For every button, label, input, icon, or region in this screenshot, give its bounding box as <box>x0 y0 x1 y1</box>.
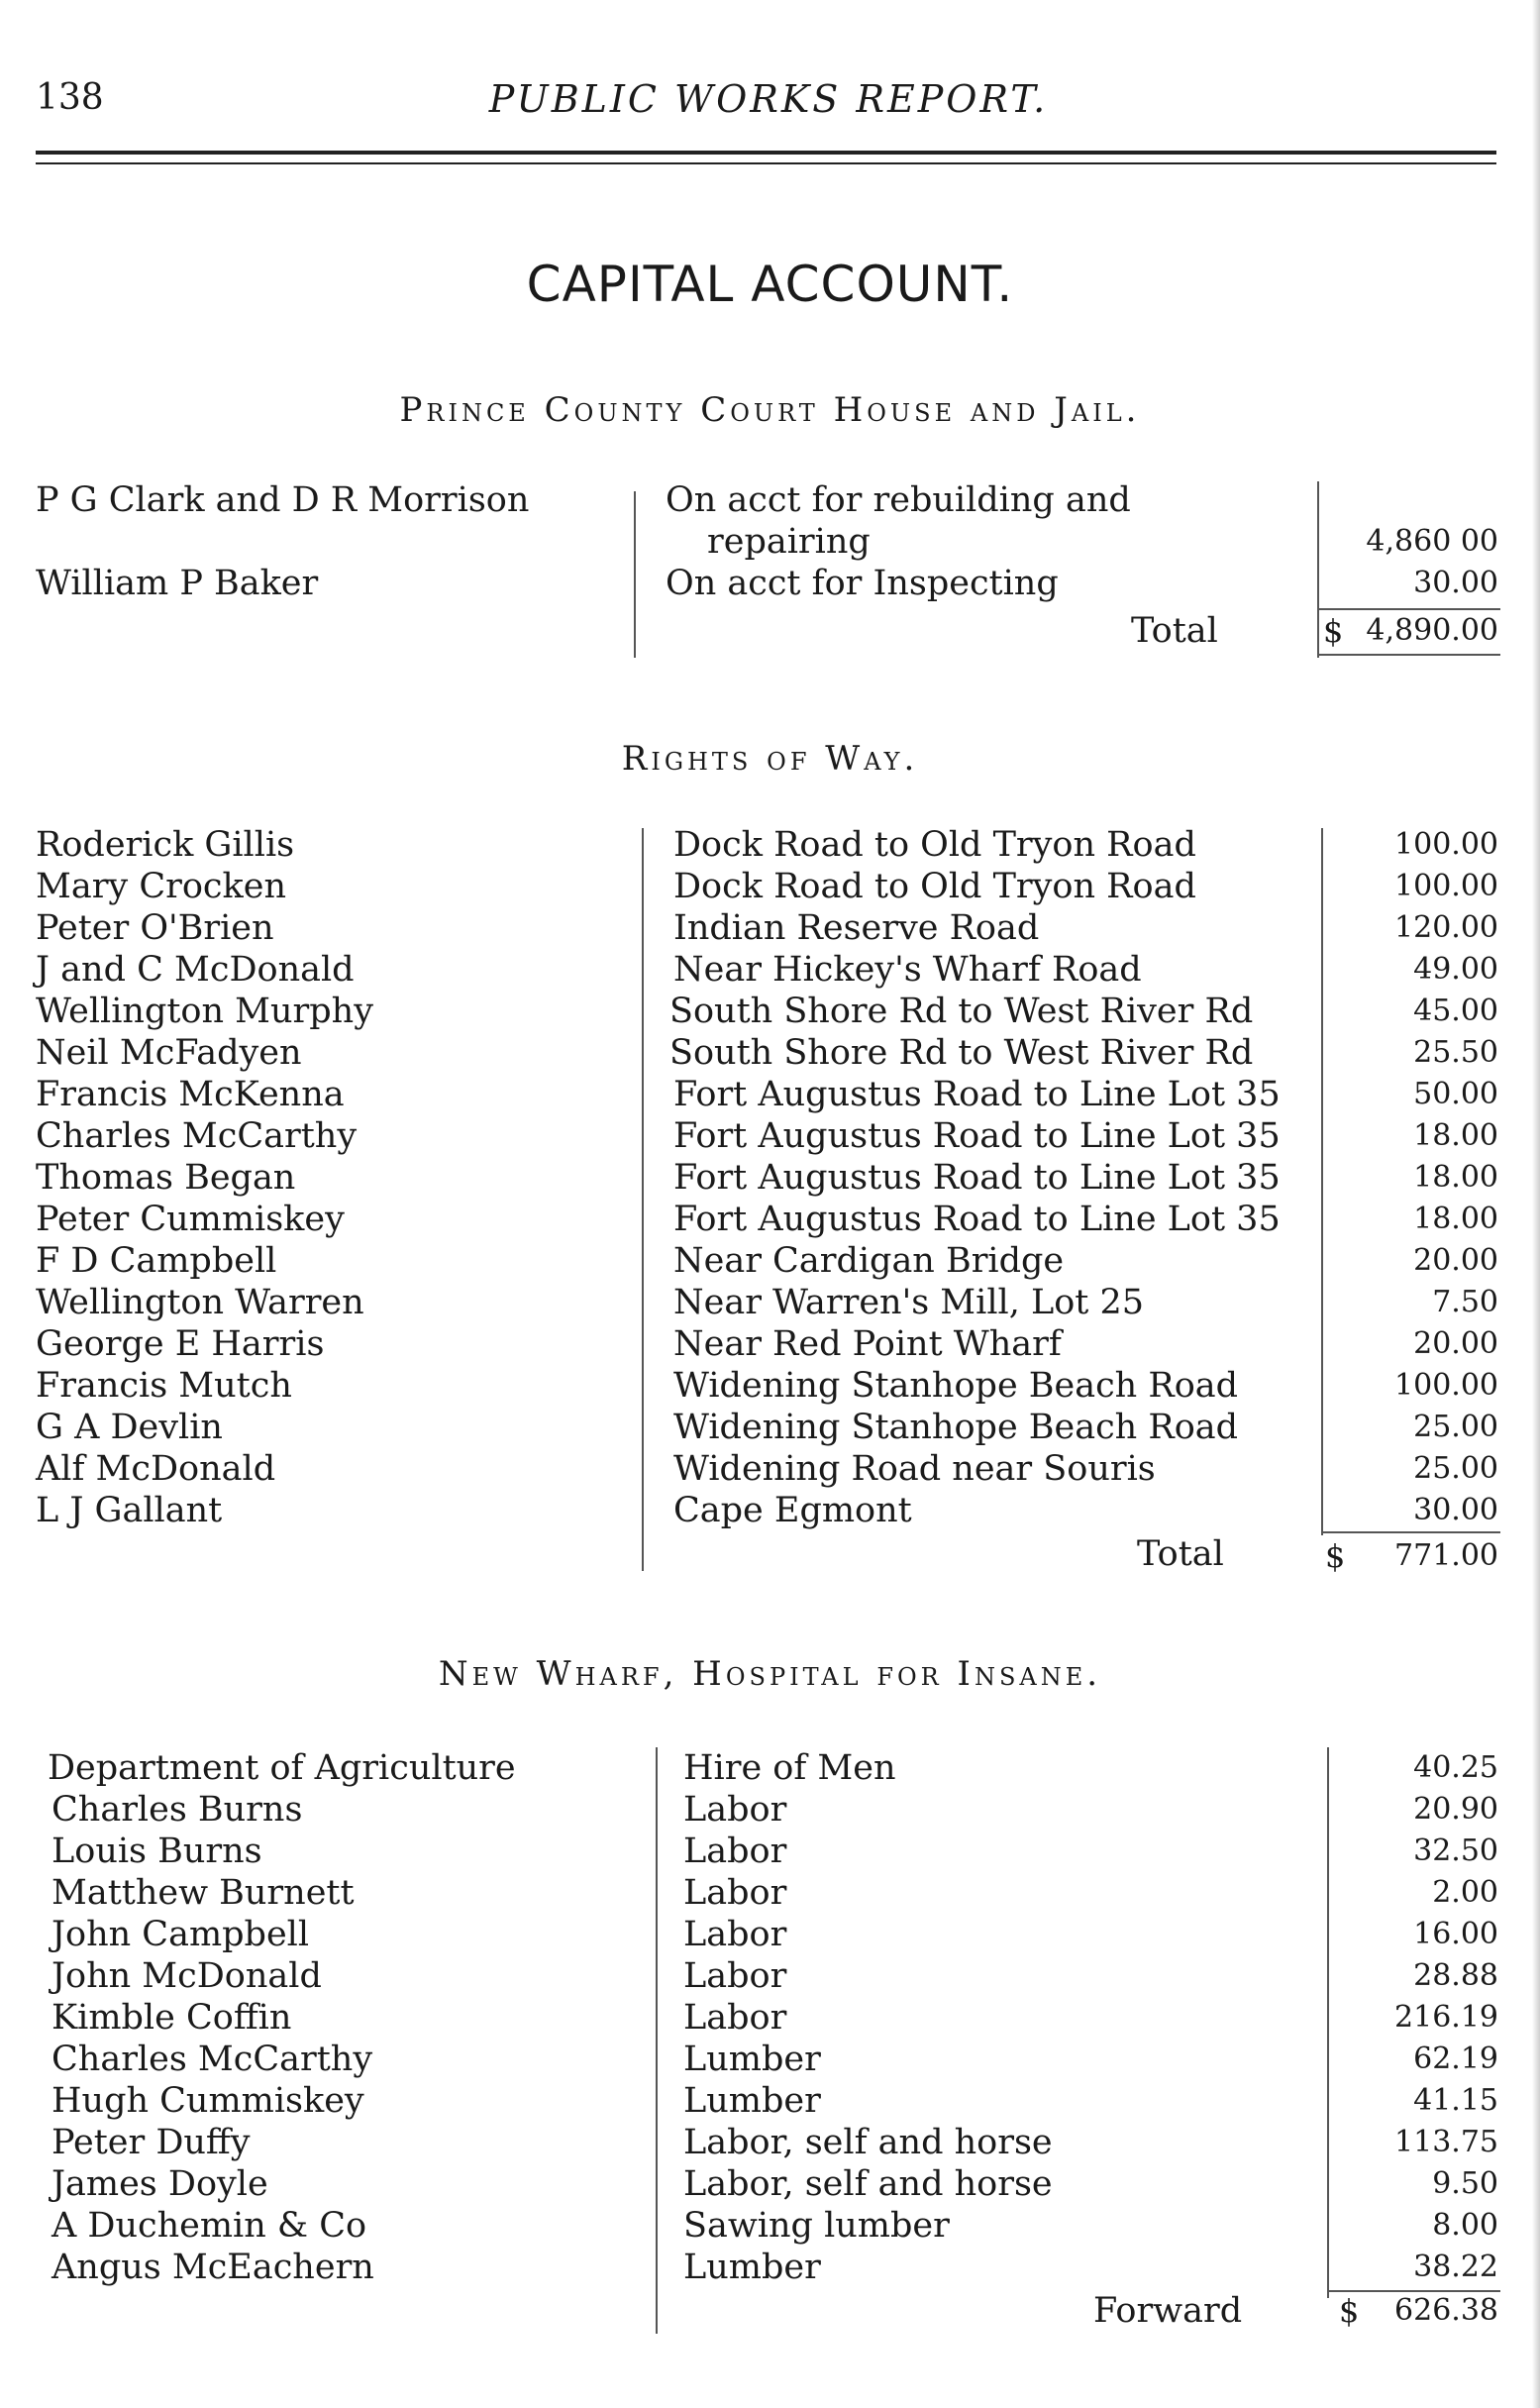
payment-amount: 25.00 <box>1413 1451 1498 1486</box>
total-rule <box>1321 1531 1500 1533</box>
table-row <box>0 1240 1540 1282</box>
table-row <box>0 2122 1540 2163</box>
payee-name: Charles Burns <box>51 1790 303 1830</box>
payee-name: F D Campbell <box>36 1241 277 1281</box>
payment-amount: 4,860 00 <box>1366 524 1498 559</box>
payment-description: Labor <box>683 1790 787 1830</box>
payee-name: Neil McFadyen <box>36 1033 302 1073</box>
payment-description: South Shore Rd to West River Rd <box>669 992 1254 1031</box>
page-header <box>36 77 1501 127</box>
dollar-sign: $ <box>1325 1537 1346 1575</box>
payment-description: repairing <box>707 522 871 562</box>
payment-description: Labor <box>683 1832 787 1871</box>
payee-name: Mary Crocken <box>36 867 286 906</box>
table-row <box>0 1157 1540 1199</box>
total-amount: 4,890.00 <box>1366 613 1498 648</box>
payment-amount: 25.50 <box>1413 1035 1498 1070</box>
payment-amount: 2.00 <box>1432 1875 1498 1910</box>
payee-name: Francis Mutch <box>36 1366 292 1406</box>
header-rule-thin <box>36 162 1496 164</box>
section-heading-new-wharf: New Wharf, Hospital for Insane. <box>438 1654 1102 1694</box>
payment-description: Indian Reserve Road <box>673 908 1040 948</box>
total-label: Total <box>1131 611 1218 651</box>
table-row <box>0 1831 1540 1872</box>
dollar-sign: $ <box>1339 2292 1360 2330</box>
total-label: Total <box>1137 1534 1224 1574</box>
payment-description: Near Cardigan Bridge <box>673 1241 1065 1281</box>
payee-name: L J Gallant <box>36 1491 223 1530</box>
payee-name: James Doyle <box>51 2164 268 2204</box>
payment-description: Hire of Men <box>683 1748 896 1788</box>
table-row <box>0 1997 1540 2039</box>
payment-amount: 50.00 <box>1413 1077 1498 1111</box>
payment-amount: 20.00 <box>1413 1326 1498 1361</box>
payment-amount: 18.00 <box>1413 1160 1498 1195</box>
page-edge-shadow <box>1532 0 1540 2408</box>
payment-description: Labor <box>683 1998 787 2038</box>
running-title: PUBLIC WORKS REPORT. <box>488 77 1049 121</box>
payment-description: Dock Road to Old Tryon Road <box>673 825 1196 865</box>
payment-description: Fort Augustus Road to Line Lot 35 <box>673 1116 1281 1156</box>
table-row <box>0 991 1540 1032</box>
payment-amount: 18.00 <box>1413 1202 1498 1236</box>
table-row <box>0 907 1540 949</box>
table-row <box>0 563 1540 604</box>
payment-amount: 120.00 <box>1394 910 1498 945</box>
payee-name: A Duchemin & Co <box>51 2206 367 2246</box>
forward-label: Forward <box>1093 2291 1243 2331</box>
payment-amount: 100.00 <box>1394 827 1498 862</box>
payment-amount: 20.00 <box>1413 1243 1498 1278</box>
payment-amount: 7.50 <box>1432 1285 1498 1319</box>
table-row <box>0 2163 1540 2205</box>
table-row <box>0 1914 1540 1955</box>
table-row <box>0 1323 1540 1365</box>
payment-description: Labor <box>683 1956 787 1996</box>
payee-name: George E Harris <box>36 1324 325 1364</box>
forward-amount: 626.38 <box>1394 2293 1498 2328</box>
payee-name: Department of Agriculture <box>48 1748 516 1788</box>
section-heading-court-house: Prince County Court House and Jail. <box>399 390 1141 430</box>
payment-amount: 9.50 <box>1432 2166 1498 2201</box>
payment-description: Widening Stanhope Beach Road <box>673 1408 1239 1447</box>
payee-name: Matthew Burnett <box>51 1873 355 1913</box>
payee-name: Louis Burns <box>51 1832 262 1871</box>
payment-description: Dock Road to Old Tryon Road <box>673 867 1196 906</box>
payment-description: Near Hickey's Wharf Road <box>673 950 1142 990</box>
payment-amount: 25.00 <box>1413 1410 1498 1444</box>
table-row <box>0 1199 1540 1240</box>
payment-amount: 30.00 <box>1413 1493 1498 1527</box>
page-title: CAPITAL ACCOUNT. <box>526 256 1014 313</box>
payment-description: South Shore Rd to West River Rd <box>669 1033 1254 1073</box>
payment-description: Cape Egmont <box>673 1491 912 1530</box>
table-row <box>0 1490 1540 1531</box>
table-row <box>0 824 1540 866</box>
table-row <box>0 1074 1540 1115</box>
table-row <box>0 949 1540 991</box>
table-row <box>0 2080 1540 2122</box>
table-row <box>0 2205 1540 2247</box>
payment-description: Labor, self and horse <box>683 2123 1053 2162</box>
payment-description: Fort Augustus Road to Line Lot 35 <box>673 1158 1281 1198</box>
payment-description: Widening Stanhope Beach Road <box>673 1366 1239 1406</box>
payee-name: Kimble Coffin <box>51 1998 292 2038</box>
total-rule <box>1317 654 1500 656</box>
payee-name: Angus McEachern <box>51 2248 374 2287</box>
payee-name: Francis McKenna <box>36 1075 345 1114</box>
table-row <box>0 521 1540 563</box>
payment-description: Lumber <box>683 2081 821 2121</box>
payment-amount: 38.22 <box>1413 2250 1498 2284</box>
payment-description: On acct for Inspecting <box>666 564 1059 603</box>
table-row <box>0 1365 1540 1407</box>
payee-name: G A Devlin <box>36 1408 223 1447</box>
payment-amount: 16.00 <box>1413 1917 1498 1951</box>
payee-name: Roderick Gillis <box>36 825 295 865</box>
payment-amount: 100.00 <box>1394 869 1498 903</box>
table-row <box>0 866 1540 907</box>
section-heading-rights-of-way: Rights of Way. <box>621 739 919 779</box>
payee-name: Wellington Murphy <box>36 992 373 1031</box>
payment-amount: 18.00 <box>1413 1118 1498 1153</box>
payee-name: Peter Duffy <box>51 2123 251 2162</box>
payment-description: Fort Augustus Road to Line Lot 35 <box>673 1075 1281 1114</box>
payment-amount: 45.00 <box>1413 994 1498 1028</box>
payment-description: Lumber <box>683 2248 821 2287</box>
payee-name: Thomas Began <box>36 1158 296 1198</box>
payment-amount: 40.25 <box>1413 1750 1498 1785</box>
payment-amount: 30.00 <box>1413 566 1498 600</box>
payee-name: Wellington Warren <box>36 1283 364 1322</box>
payment-description: Sawing lumber <box>683 2206 950 2246</box>
payment-amount: 113.75 <box>1394 2125 1498 2159</box>
payee-name: Charles McCarthy <box>51 2040 373 2079</box>
table-row <box>0 2247 1540 2288</box>
payment-description: Labor, self and horse <box>683 2164 1053 2204</box>
payee-name: John McDonald <box>51 1956 322 1996</box>
payment-description: On acct for rebuilding and <box>666 480 1131 520</box>
payee-name: John Campbell <box>51 1915 310 1954</box>
payee-name: William P Baker <box>36 564 319 603</box>
payee-name: Alf McDonald <box>36 1449 276 1489</box>
payment-description: Fort Augustus Road to Line Lot 35 <box>673 1200 1281 1239</box>
payment-amount: 8.00 <box>1432 2208 1498 2243</box>
payee-name: P G Clark and D R Morrison <box>36 480 530 520</box>
payment-amount: 41.15 <box>1413 2083 1498 2118</box>
payee-name: J and C McDonald <box>36 950 355 990</box>
payment-amount: 32.50 <box>1413 1833 1498 1868</box>
payment-description: Lumber <box>683 2040 821 2079</box>
table-row <box>0 2039 1540 2080</box>
table-row <box>0 1032 1540 1074</box>
payee-name: Peter Cummiskey <box>36 1200 345 1239</box>
total-amount: 771.00 <box>1394 1538 1498 1573</box>
table-row <box>0 1955 1540 1997</box>
table-row <box>0 1115 1540 1157</box>
payee-name: Charles McCarthy <box>36 1116 358 1156</box>
header-rule-thick <box>36 151 1496 155</box>
payment-amount: 20.90 <box>1413 1792 1498 1827</box>
page-number: 138 <box>36 77 104 118</box>
table-row <box>0 479 1540 521</box>
payment-amount: 62.19 <box>1413 2042 1498 2076</box>
payment-description: Labor <box>683 1915 787 1954</box>
payment-description: Labor <box>683 1873 787 1913</box>
table-row <box>0 1448 1540 1490</box>
table-row <box>0 1407 1540 1448</box>
payment-amount: 49.00 <box>1413 952 1498 987</box>
payment-description: Widening Road near Souris <box>673 1449 1156 1489</box>
payee-name: Hugh Cummiskey <box>51 2081 364 2121</box>
payment-amount: 28.88 <box>1413 1958 1498 1993</box>
payment-description: Near Warren's Mill, Lot 25 <box>673 1283 1144 1322</box>
payment-amount: 216.19 <box>1394 2000 1498 2035</box>
payment-description: Near Red Point Wharf <box>673 1324 1062 1364</box>
table-row <box>0 1789 1540 1831</box>
payment-amount: 100.00 <box>1394 1368 1498 1403</box>
table-row <box>0 1747 1540 1789</box>
dollar-sign: $ <box>1323 612 1344 650</box>
table-row <box>0 1282 1540 1323</box>
table-row <box>0 1872 1540 1914</box>
payee-name: Peter O'Brien <box>36 908 274 948</box>
